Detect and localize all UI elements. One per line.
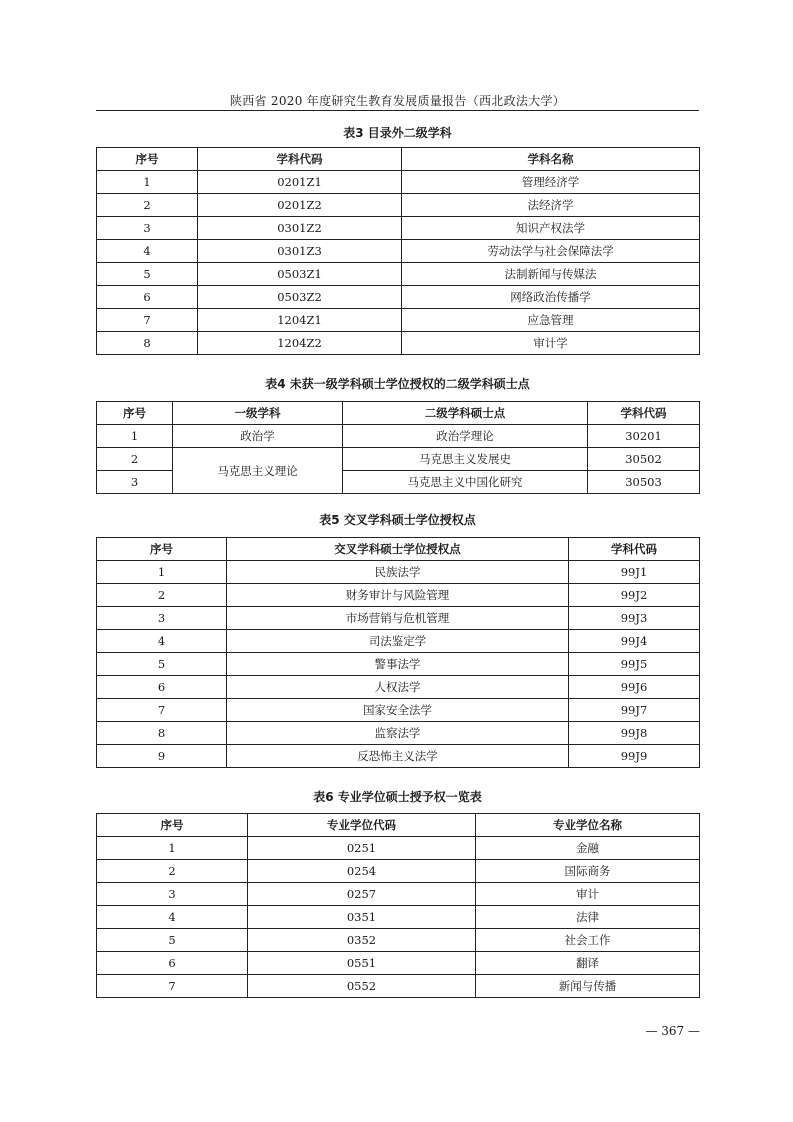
cell-name: 金融 [476,837,700,860]
cell-no: 4 [97,906,248,929]
table-row [97,653,700,676]
table-row [97,699,700,722]
table-row [97,745,700,768]
cell-no: 2 [97,194,198,217]
table-header-row [97,538,700,561]
cell-code: 99J1 [569,561,700,584]
cell-code: 0503Z1 [198,263,402,286]
cell-name: 审计 [476,883,700,906]
table-row [97,584,700,607]
table-row [97,448,700,471]
page-number: — 367 — [645,1024,700,1038]
cell-no: 4 [97,240,198,263]
table4-secondary-masters-points [96,401,700,494]
cell-code: 99J9 [569,745,700,768]
cell-name: 国家安全法学 [227,699,569,722]
table-row [97,676,700,699]
cell-no: 2 [97,860,248,883]
cell-name: 审计学 [402,332,700,355]
cell-code: 0201Z2 [198,194,402,217]
cell-no: 6 [97,952,248,975]
table-row [97,425,700,448]
cell-name: 财务审计与风险管理 [227,584,569,607]
cell-no: 8 [97,722,227,745]
running-head: 陕西省 2020 年度研究生教育发展质量报告（西北政法大学） [229,94,566,108]
cell-code: 0251 [248,837,476,860]
cell-first-level-merged: 马克思主义理论 [173,448,343,494]
cell-code: 30201 [588,425,700,448]
table-row [97,171,700,194]
cell-code: 99J2 [569,584,700,607]
cell-code: 30502 [588,448,700,471]
column-header: 序号 [97,148,198,171]
cell-code: 0503Z2 [198,286,402,309]
cell-no: 9 [97,745,227,768]
cell-name: 新闻与传播 [476,975,700,998]
cell-no: 5 [97,263,198,286]
cell-name: 法制新闻与传媒法 [402,263,700,286]
cell-code: 0257 [248,883,476,906]
cell-no: 2 [97,448,173,471]
cell-code: 0551 [248,952,476,975]
column-header: 二级学科硕士点 [343,402,588,425]
cell-name: 司法鉴定学 [227,630,569,653]
table4-caption: 表4 未获一级学科硕士学位授权的二级学科硕士点 [265,377,530,391]
cell-no: 7 [97,309,198,332]
cell-no: 3 [97,883,248,906]
table-row [97,630,700,653]
table-header-row [97,148,700,171]
cell-code: 99J7 [569,699,700,722]
table-row [97,952,700,975]
cell-no: 8 [97,332,198,355]
cell-name: 应急管理 [402,309,700,332]
cell-code: 99J3 [569,607,700,630]
cell-name: 反恐怖主义法学 [227,745,569,768]
table-row [97,722,700,745]
cell-code: 0254 [248,860,476,883]
cell-no: 3 [97,471,173,494]
cell-second-level: 马克思主义中国化研究 [343,471,588,494]
header-rule [96,110,699,111]
cell-code: 30503 [588,471,700,494]
cell-name: 翻译 [476,952,700,975]
cell-no: 3 [97,217,198,240]
cell-no: 5 [97,929,248,952]
cell-first-level: 政治学 [173,425,343,448]
cell-code: 0352 [248,929,476,952]
table-row [97,263,700,286]
table3-caption: 表3 目录外二级学科 [343,126,452,140]
cell-name: 法经济学 [402,194,700,217]
column-header: 学科代码 [569,538,700,561]
cell-name: 警事法学 [227,653,569,676]
cell-name: 法律 [476,906,700,929]
cell-name: 管理经济学 [402,171,700,194]
cell-no: 1 [97,561,227,584]
column-header: 学科名称 [402,148,700,171]
column-header: 学科代码 [198,148,402,171]
table-row [97,194,700,217]
table-row [97,561,700,584]
cell-code: 0301Z2 [198,217,402,240]
cell-code: 99J4 [569,630,700,653]
table6-caption: 表6 专业学位硕士授予权一览表 [313,790,482,804]
column-header: 一级学科 [173,402,343,425]
cell-no: 1 [97,425,173,448]
cell-name: 知识产权法学 [402,217,700,240]
cell-code: 0552 [248,975,476,998]
cell-second-level: 政治学理论 [343,425,588,448]
cell-no: 7 [97,699,227,722]
cell-name: 市场营销与危机管理 [227,607,569,630]
table-row [97,607,700,630]
table-row [97,217,700,240]
table-row [97,286,700,309]
cell-name: 民族法学 [227,561,569,584]
column-header: 专业学位代码 [248,814,476,837]
table-header-row [97,814,700,837]
column-header: 序号 [97,814,248,837]
table-row [97,929,700,952]
cell-no: 2 [97,584,227,607]
cell-name: 社会工作 [476,929,700,952]
cell-code: 99J5 [569,653,700,676]
cell-code: 99J8 [569,722,700,745]
column-header: 专业学位名称 [476,814,700,837]
cell-name: 人权法学 [227,676,569,699]
cell-no: 6 [97,286,198,309]
cell-code: 99J6 [569,676,700,699]
cell-code: 0201Z1 [198,171,402,194]
cell-code: 1204Z1 [198,309,402,332]
table3-subjects-outside-catalog [96,147,700,355]
column-header: 序号 [97,538,227,561]
cell-name: 监察法学 [227,722,569,745]
cell-name: 国际商务 [476,860,700,883]
table-row [97,883,700,906]
table5-caption: 表5 交叉学科硕士学位授权点 [319,513,476,527]
cell-code: 0351 [248,906,476,929]
cell-no: 6 [97,676,227,699]
cell-no: 1 [97,837,248,860]
cell-code: 0301Z3 [198,240,402,263]
column-header: 序号 [97,402,173,425]
cell-code: 1204Z2 [198,332,402,355]
table-row [97,309,700,332]
cell-no: 4 [97,630,227,653]
table-row [97,837,700,860]
table5-interdisciplinary-points [96,537,700,768]
cell-name: 劳动法学与社会保障法学 [402,240,700,263]
table-row [97,240,700,263]
table-row [97,860,700,883]
cell-no: 3 [97,607,227,630]
table-header-row [97,402,700,425]
table-row [97,906,700,929]
cell-second-level: 马克思主义发展史 [343,448,588,471]
table6-professional-degrees [96,813,700,998]
table-row [97,332,700,355]
table-row [97,975,700,998]
cell-no: 1 [97,171,198,194]
column-header: 交叉学科硕士学位授权点 [227,538,569,561]
cell-no: 7 [97,975,248,998]
cell-no: 5 [97,653,227,676]
cell-name: 网络政治传播学 [402,286,700,309]
column-header: 学科代码 [588,402,700,425]
